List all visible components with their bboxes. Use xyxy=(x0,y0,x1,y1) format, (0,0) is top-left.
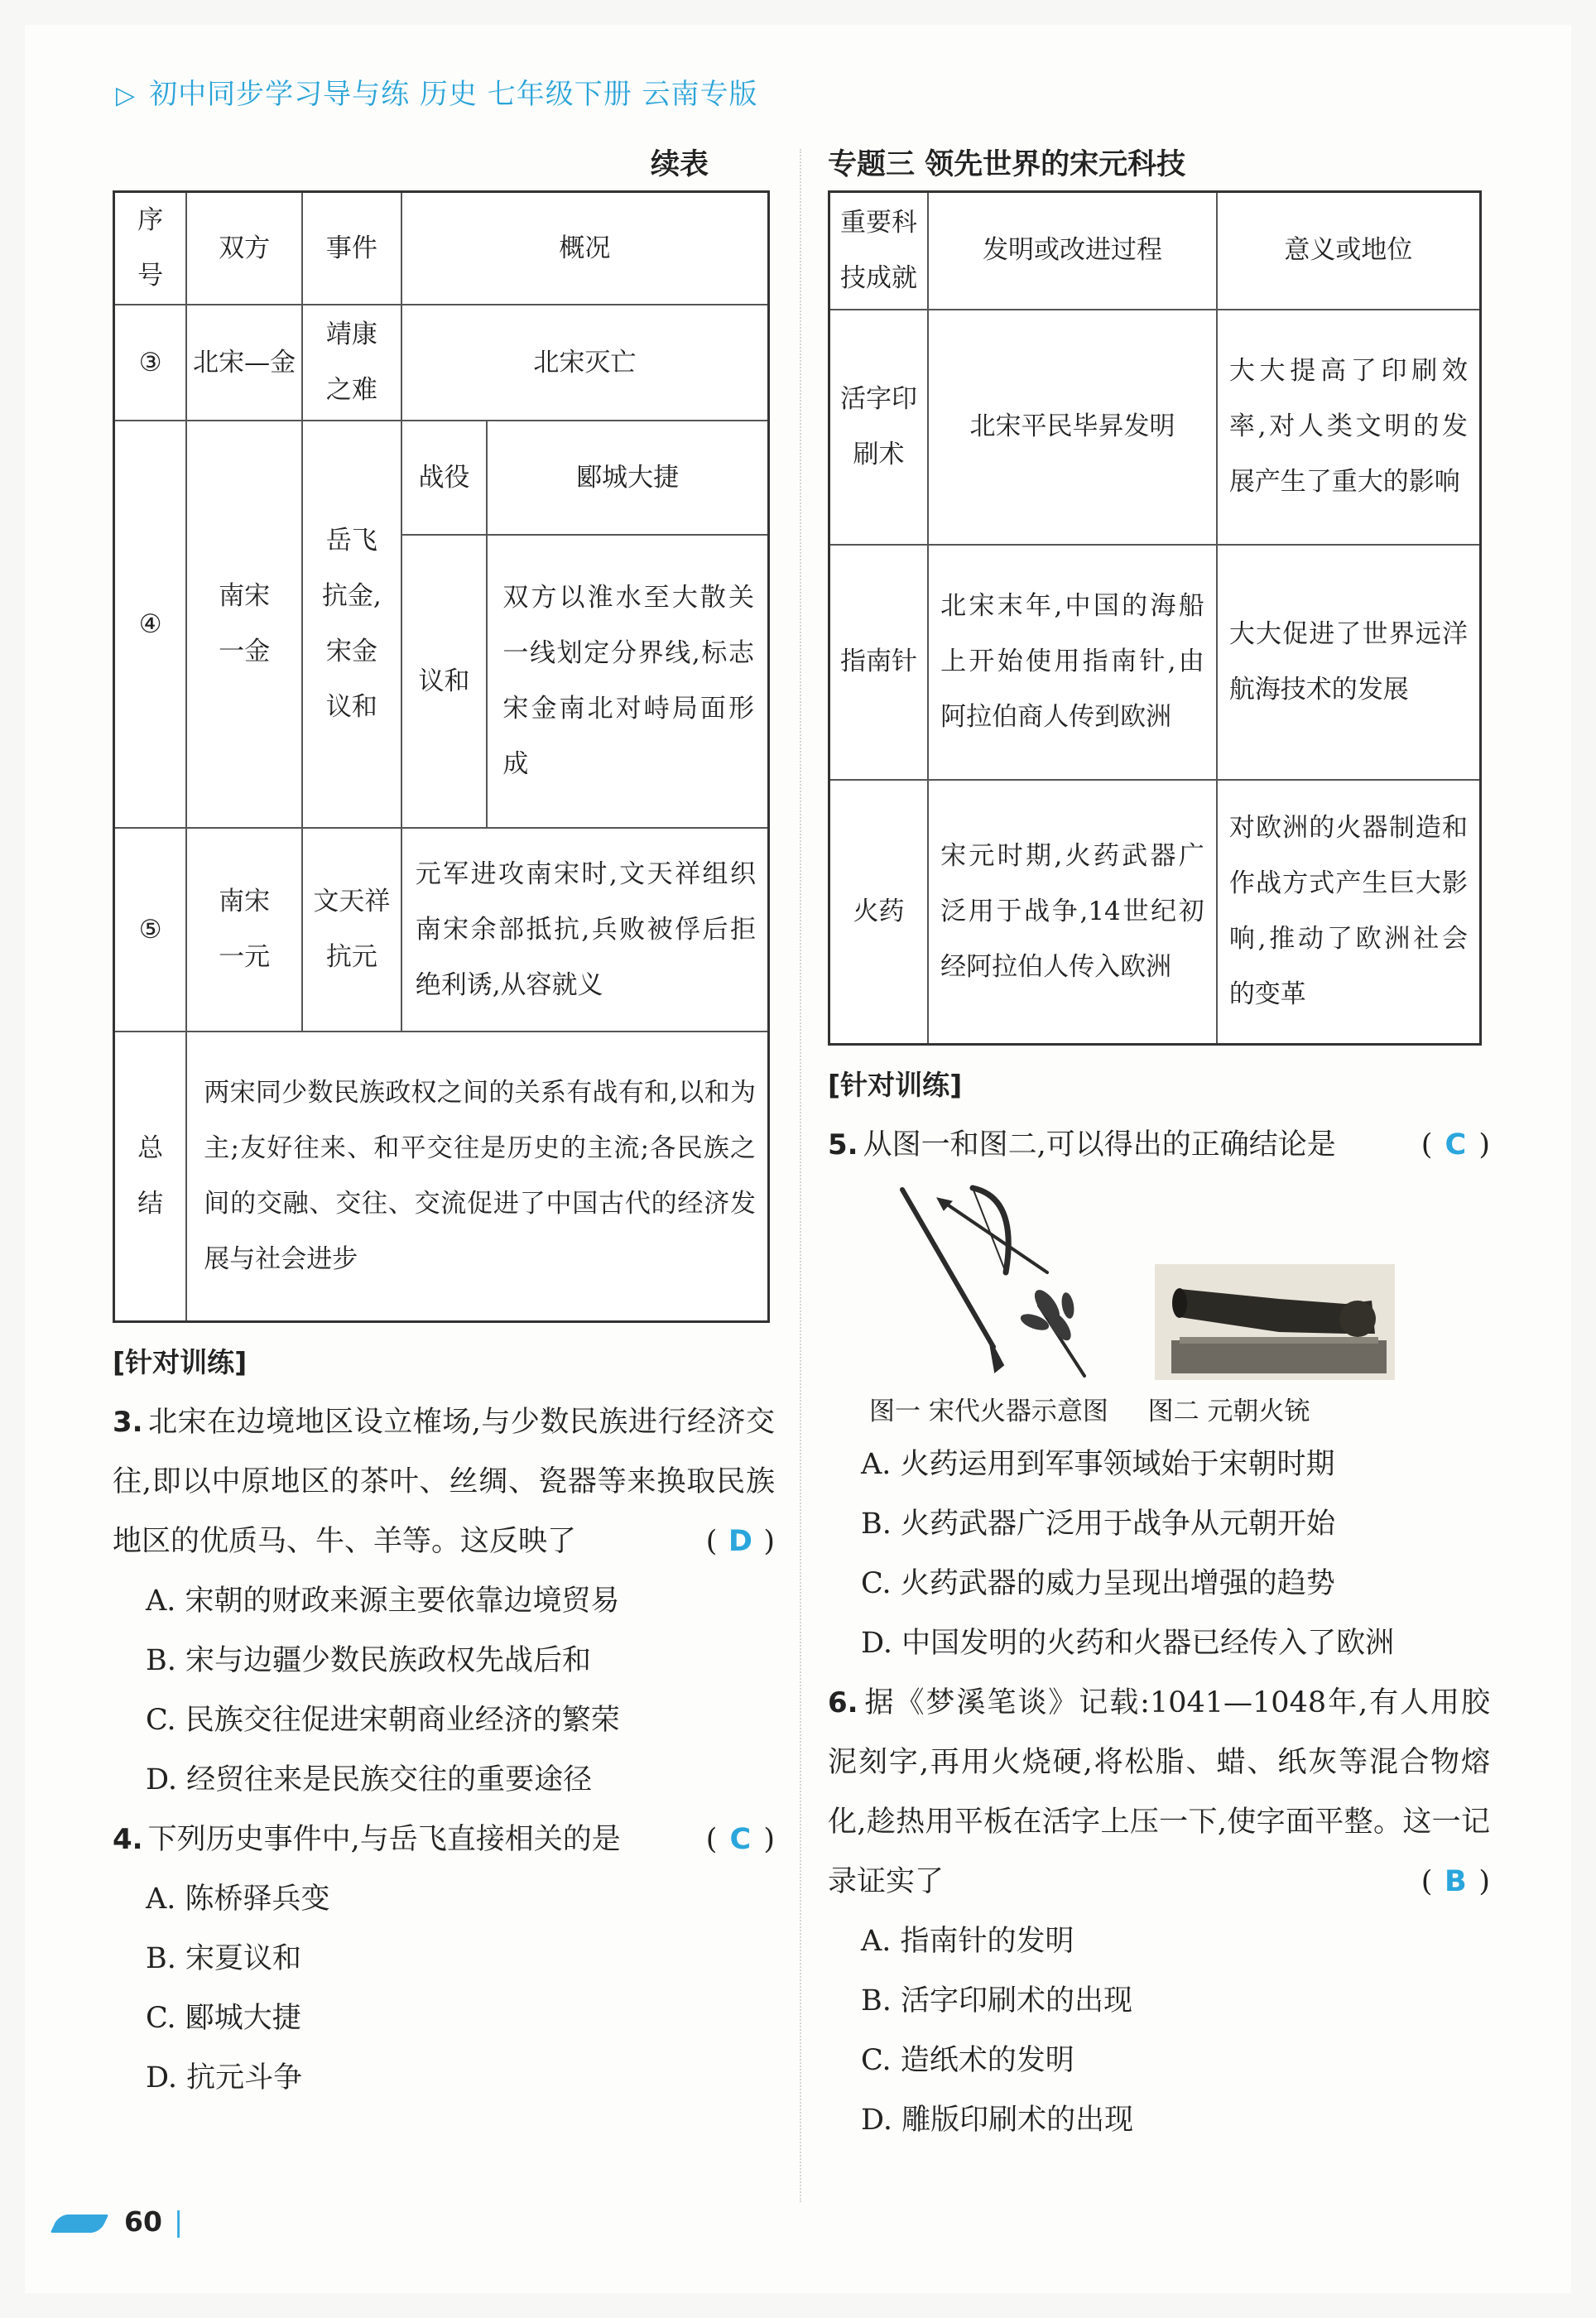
table-header-row xyxy=(114,192,769,305)
option: A. 火药运用到军事领域始于宋朝时期 xyxy=(861,1448,1335,1481)
option: C. 造纸术的发明 xyxy=(861,2044,1074,2077)
question-number: 3. xyxy=(113,1405,143,1439)
row-summary: 北宋灭亡 xyxy=(401,305,769,421)
figure-2-caption: 图二 元朝火铳 xyxy=(1147,1397,1310,1426)
option: D. 抗元斗争 xyxy=(146,2061,303,2094)
summary-label: 总结 xyxy=(114,1032,187,1321)
header-cell: 事件 xyxy=(302,192,401,305)
achievement-name: 活字印刷术 xyxy=(829,310,929,545)
question-4 xyxy=(113,1810,775,1869)
song-firearms-illustration xyxy=(894,1181,1167,1388)
running-header xyxy=(116,71,758,112)
option: D. 雕版印刷术的出现 xyxy=(861,2104,1134,2137)
option: A. 指南针的发明 xyxy=(861,1925,1074,1958)
row-parties: 南宋一金 xyxy=(186,421,302,828)
answer-bracket: ( D ) xyxy=(706,1512,775,1571)
question-number: 4. xyxy=(113,1822,143,1856)
peace-value: 双方以淮水至大散关一线划定分界线,标志宋金南北对峙局面形成 xyxy=(487,535,768,828)
achievement-meaning: 大大促进了世界远洋航海技术的发展 xyxy=(1217,545,1481,780)
achievement-name: 火药 xyxy=(829,780,929,1045)
answer-letter: D xyxy=(728,1524,752,1558)
option: C. 郾城大捷 xyxy=(146,2001,301,2035)
answer-letter: C xyxy=(729,1822,752,1856)
question-text: 下列历史事件中,与岳飞直接相关的是 xyxy=(147,1822,621,1856)
page-marker-icon xyxy=(50,2215,108,2233)
row-parties: 北宋—金 xyxy=(186,305,302,421)
header-title: 初中同步学习导与练 历史 七年级下册 云南专版 xyxy=(149,78,758,111)
achievement-name: 指南针 xyxy=(829,545,929,780)
table-continued-title: 续表 xyxy=(650,148,709,181)
peace-label: 议和 xyxy=(401,535,488,828)
row-summary: 元军进攻南宋时,文天祥组织南宋余部抵抗,兵败被俘后拒绝利诱,从容就义 xyxy=(401,828,769,1032)
option: B. 活字印刷术的出现 xyxy=(861,1984,1132,2017)
history-relations-table xyxy=(113,190,770,1323)
answer-bracket: ( B ) xyxy=(1421,1852,1490,1912)
left-column xyxy=(113,139,775,2108)
right-column xyxy=(828,139,1490,2150)
header-cell: 序号 xyxy=(114,192,187,305)
practice-label: [针对训练] xyxy=(828,1069,963,1101)
battle-label: 战役 xyxy=(401,421,488,535)
achievement-meaning: 对欧洲的火器制造和作战方式产生巨大影响,推动了欧洲社会的变革 xyxy=(1217,780,1481,1045)
table-row xyxy=(829,780,1481,1045)
header-cell: 意义或地位 xyxy=(1217,192,1481,310)
answer-letter: B xyxy=(1445,1865,1467,1898)
achievement-process: 北宋末年,中国的海船上开始使用指南针,由阿拉伯商人传到欧洲 xyxy=(928,545,1217,780)
row-event: 靖康之难 xyxy=(302,305,401,421)
table-header-row xyxy=(829,192,1481,310)
practice-label: [针对训练] xyxy=(113,1345,248,1378)
row-number: ③ xyxy=(114,305,187,421)
question-text: 从图一和图二,可以得出的正确结论是 xyxy=(863,1128,1336,1161)
option: D. 经贸往来是民族交往的重要途径 xyxy=(146,1763,593,1796)
question-text: 北宋在边境地区设立榷场,与少数民族进行经济交往,即以中原地区的茶叶、丝绸、瓷器等来换取民族地区的优质马、牛、羊等。这反映了 xyxy=(113,1405,775,1558)
header-cell: 双方 xyxy=(186,192,302,305)
question-number: 5. xyxy=(828,1128,858,1161)
topic-title: 专题三 领先世界的宋元科技 xyxy=(828,148,1186,181)
row-number: ④ xyxy=(114,421,187,828)
achievement-process: 宋元时期,火药武器广泛用于战争,14世纪初经阿拉伯人传入欧洲 xyxy=(928,780,1217,1045)
figure-row xyxy=(828,1181,1490,1388)
option: A. 宋朝的财政来源主要依靠边境贸易 xyxy=(146,1584,620,1618)
question-5 xyxy=(828,1115,1490,1175)
option: B. 火药武器广泛用于战争从元朝开始 xyxy=(861,1508,1335,1541)
figure-1-caption: 图一 宋代火器示意图 xyxy=(869,1397,1108,1426)
row-event: 文天祥抗元 xyxy=(302,828,401,1032)
header-cell: 发明或改进过程 xyxy=(928,192,1217,310)
question-3 xyxy=(113,1392,775,1571)
yuan-fire-lance-photo xyxy=(1155,1264,1395,1380)
answer-bracket: ( C ) xyxy=(1421,1115,1490,1175)
header-cell: 概况 xyxy=(401,192,769,305)
column-divider xyxy=(800,149,801,2202)
science-achievements-table xyxy=(828,190,1482,1046)
option: A. 陈桥驿兵变 xyxy=(146,1882,330,1916)
table-row xyxy=(114,828,769,1032)
achievement-meaning: 大大提高了印刷效率,对人类文明的发展产生了重大的影响 xyxy=(1217,310,1481,545)
option: C. 民族交往促进宋朝商业经济的繁荣 xyxy=(146,1703,620,1737)
page-number: 60 xyxy=(124,2205,162,2238)
summary-text: 两宋同少数民族政权之间的关系有战有和,以和为主;友好往来、和平交往是历史的主流;各民族之间的交融、交往、交流促进了中国古代的经济发展与社会进步 xyxy=(186,1032,768,1321)
table-row xyxy=(114,421,769,535)
question-6 xyxy=(828,1673,1490,1912)
table-row xyxy=(114,305,769,421)
answer-bracket: ( C ) xyxy=(706,1810,775,1869)
table-row xyxy=(829,310,1481,545)
option: B. 宋夏议和 xyxy=(146,1941,301,1975)
row-parties: 南宋一元 xyxy=(186,828,302,1032)
figure-captions xyxy=(828,1388,1490,1435)
option: B. 宋与边疆少数民族政权先战后和 xyxy=(146,1643,591,1677)
separator: | xyxy=(173,2205,184,2238)
option: C. 火药武器的威力呈现出增强的趋势 xyxy=(861,1567,1335,1600)
page-footer xyxy=(55,2205,183,2238)
battle-value: 郾城大捷 xyxy=(487,421,768,535)
play-triangle-icon: ▷ xyxy=(116,81,137,110)
question-number: 6. xyxy=(828,1686,858,1719)
row-event: 岳飞抗金,宋金议和 xyxy=(302,421,401,828)
answer-letter: C xyxy=(1445,1128,1467,1161)
achievement-process: 北宋平民毕昇发明 xyxy=(928,310,1217,545)
option: D. 中国发明的火药和火器已经传入了欧洲 xyxy=(861,1627,1395,1660)
header-cell: 重要科技成就 xyxy=(829,192,929,310)
question-text: 据《梦溪笔谈》记载:1041—1048年,有人用胶泥刻字,再用火烧硬,将松脂、蜡、纸灰等混合物熔化,趁热用平板在活字上压一下,使字面平整。这一记录证实了 xyxy=(828,1686,1490,1898)
table-summary-row xyxy=(114,1032,769,1321)
table-row xyxy=(829,545,1481,780)
row-number: ⑤ xyxy=(114,828,187,1032)
